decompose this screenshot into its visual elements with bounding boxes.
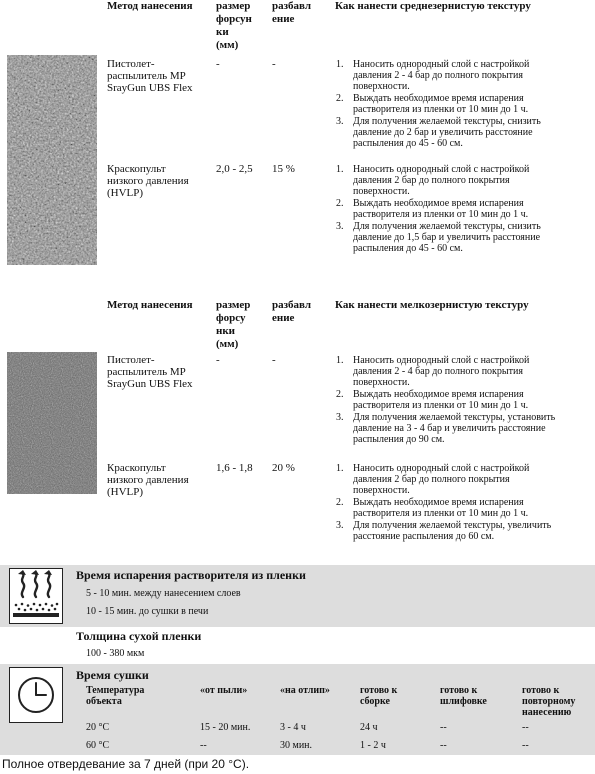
list-item: 2. Выждать необходимое время испарения растворителя из пленки от 10 мин до 1 ч. (336, 93, 529, 115)
list-item: 1. Наносить однородный слой с настройкой давления 2 - 4 бар до полного покрытия поверхности. (336, 355, 530, 388)
s1-row1-steps (336, 59, 591, 150)
s2-header-method: Метод нанесения (107, 299, 193, 311)
list-item: 3. Для получения желаемой текстуры, установить давление на 3 - 4 бар и увеличить расстояние распыления до 90 см. (336, 412, 556, 445)
s1-header-dilution: разбавл ение (272, 0, 312, 25)
footer-note: Полное отвердевание за 7 дней (при 20 °C). (2, 757, 250, 771)
table-cell: 20 °C (86, 722, 110, 733)
list-item: 2. Выждать необходимое время испарения растворителя из пленки от 10 мин до 1 ч. (336, 389, 529, 411)
clock-icon-box (9, 667, 63, 723)
clock-icon (10, 668, 62, 722)
s2-row2-nozzle: 1,6 - 1,8 (216, 462, 253, 474)
s1-row2-nozzle: 2,0 - 2,5 (216, 163, 253, 175)
texture-fine-image (7, 352, 97, 494)
evaporation-icon (10, 569, 62, 623)
s1-row2-dilution: 15 % (272, 163, 295, 175)
table-cell: -- (200, 740, 207, 751)
list-item: 3. Для получения желаемой текстуры, снизить давление до 1,5 бар и увеличить расстояние распыления до 45 - 60 см. (336, 221, 541, 254)
s1-row2-method: Краскопульт низкого давления (HVLP) (107, 163, 189, 199)
s1-header-how: Как нанести среднезернистую текстуру (335, 0, 531, 12)
drying-col-sanding: готово к шлифовке (440, 685, 487, 707)
list-item: 2. Выждать необходимое время испарения растворителя из пленки от 10 мин до 1 ч. (336, 497, 529, 519)
table-cell: -- (440, 740, 447, 751)
list-item: 1. Наносить однородный слой с настройкой давления 2 бар до полного покрытия поверхности. (336, 463, 530, 496)
table-cell: 15 - 20 мин. (200, 722, 251, 733)
thickness-value: 100 - 380 мкм (86, 648, 145, 659)
list-item: 3. Для получения желаемой текстуры, увеличить расстояние распыления до 60 см. (336, 520, 552, 542)
s2-row1-method: Пистолет- распылитель MP SrayGun UBS Flex (107, 354, 193, 390)
s2-row2-method: Краскопульт низкого давления (HVLP) (107, 462, 189, 498)
drying-col-temperature: Температура объекта (86, 685, 145, 707)
evaporation-icon-box (9, 568, 63, 624)
drying-col-dust-free: «от пыли» (200, 685, 248, 696)
evaporation-line-1: 5 - 10 мин. между нанесением слоев (86, 588, 241, 599)
table-cell: 24 ч (360, 722, 378, 733)
s1-row1-method: Пистолет- распылитель MP SrayGun UBS Flex (107, 58, 193, 94)
evaporation-title: Время испарения растворителя из пленки (76, 568, 306, 582)
s1-row1-nozzle: - (216, 58, 220, 70)
evaporation-line-2: 10 - 15 мин. до сушки в печи (86, 606, 209, 617)
table-cell: 1 - 2 ч (360, 740, 386, 751)
list-item: 1. Наносить однородный слой с настройкой давления 2 бар до полного покрытия поверхности. (336, 164, 530, 197)
s2-row2-dilution: 20 % (272, 462, 295, 474)
s1-header-method: Метод нанесения (107, 0, 193, 12)
list-item: 1. Наносить однородный слой с настройкой давления 2 - 4 бар до полного покрытия поверхности. (336, 59, 530, 92)
table-cell: 60 °C (86, 740, 110, 751)
s2-row1-dilution: - (272, 354, 276, 366)
table-cell: -- (440, 722, 447, 733)
texture-medium-image (7, 55, 97, 265)
s2-header-how: Как нанести мелкозернистую текстуру (335, 299, 529, 311)
table-cell: 30 мин. (280, 740, 313, 751)
s2-header-dilution: разбавл ение (272, 299, 312, 324)
s2-row2-steps (336, 463, 591, 543)
s1-header-nozzle: размер форсун ки (мм) (216, 0, 252, 51)
thickness-title: Толщина сухой пленки (76, 629, 202, 643)
list-item: 2. Выждать необходимое время испарения растворителя из пленки от 10 мин до 1 ч. (336, 198, 529, 220)
s1-row1-dilution: - (272, 58, 276, 70)
s2-row1-nozzle: - (216, 354, 220, 366)
drying-col-recoat: готово к повторному нанесению (522, 685, 576, 718)
drying-title: Время сушки (76, 668, 149, 682)
s1-row2-steps (336, 164, 591, 255)
drying-col-assembly: готово к сборке (360, 685, 398, 707)
drying-col-tack-free: «на отлип» (280, 685, 330, 696)
s2-header-nozzle: размер форсу нки (мм) (216, 299, 251, 350)
table-cell: -- (522, 722, 529, 733)
list-item: 3. Для получения желаемой текстуры, снизить давление до 2 бар и увеличить расстояние распыления до 45 - 60 см. (336, 116, 541, 149)
s2-row1-steps (336, 355, 591, 446)
table-cell: 3 - 4 ч (280, 722, 306, 733)
table-cell: -- (522, 740, 529, 751)
